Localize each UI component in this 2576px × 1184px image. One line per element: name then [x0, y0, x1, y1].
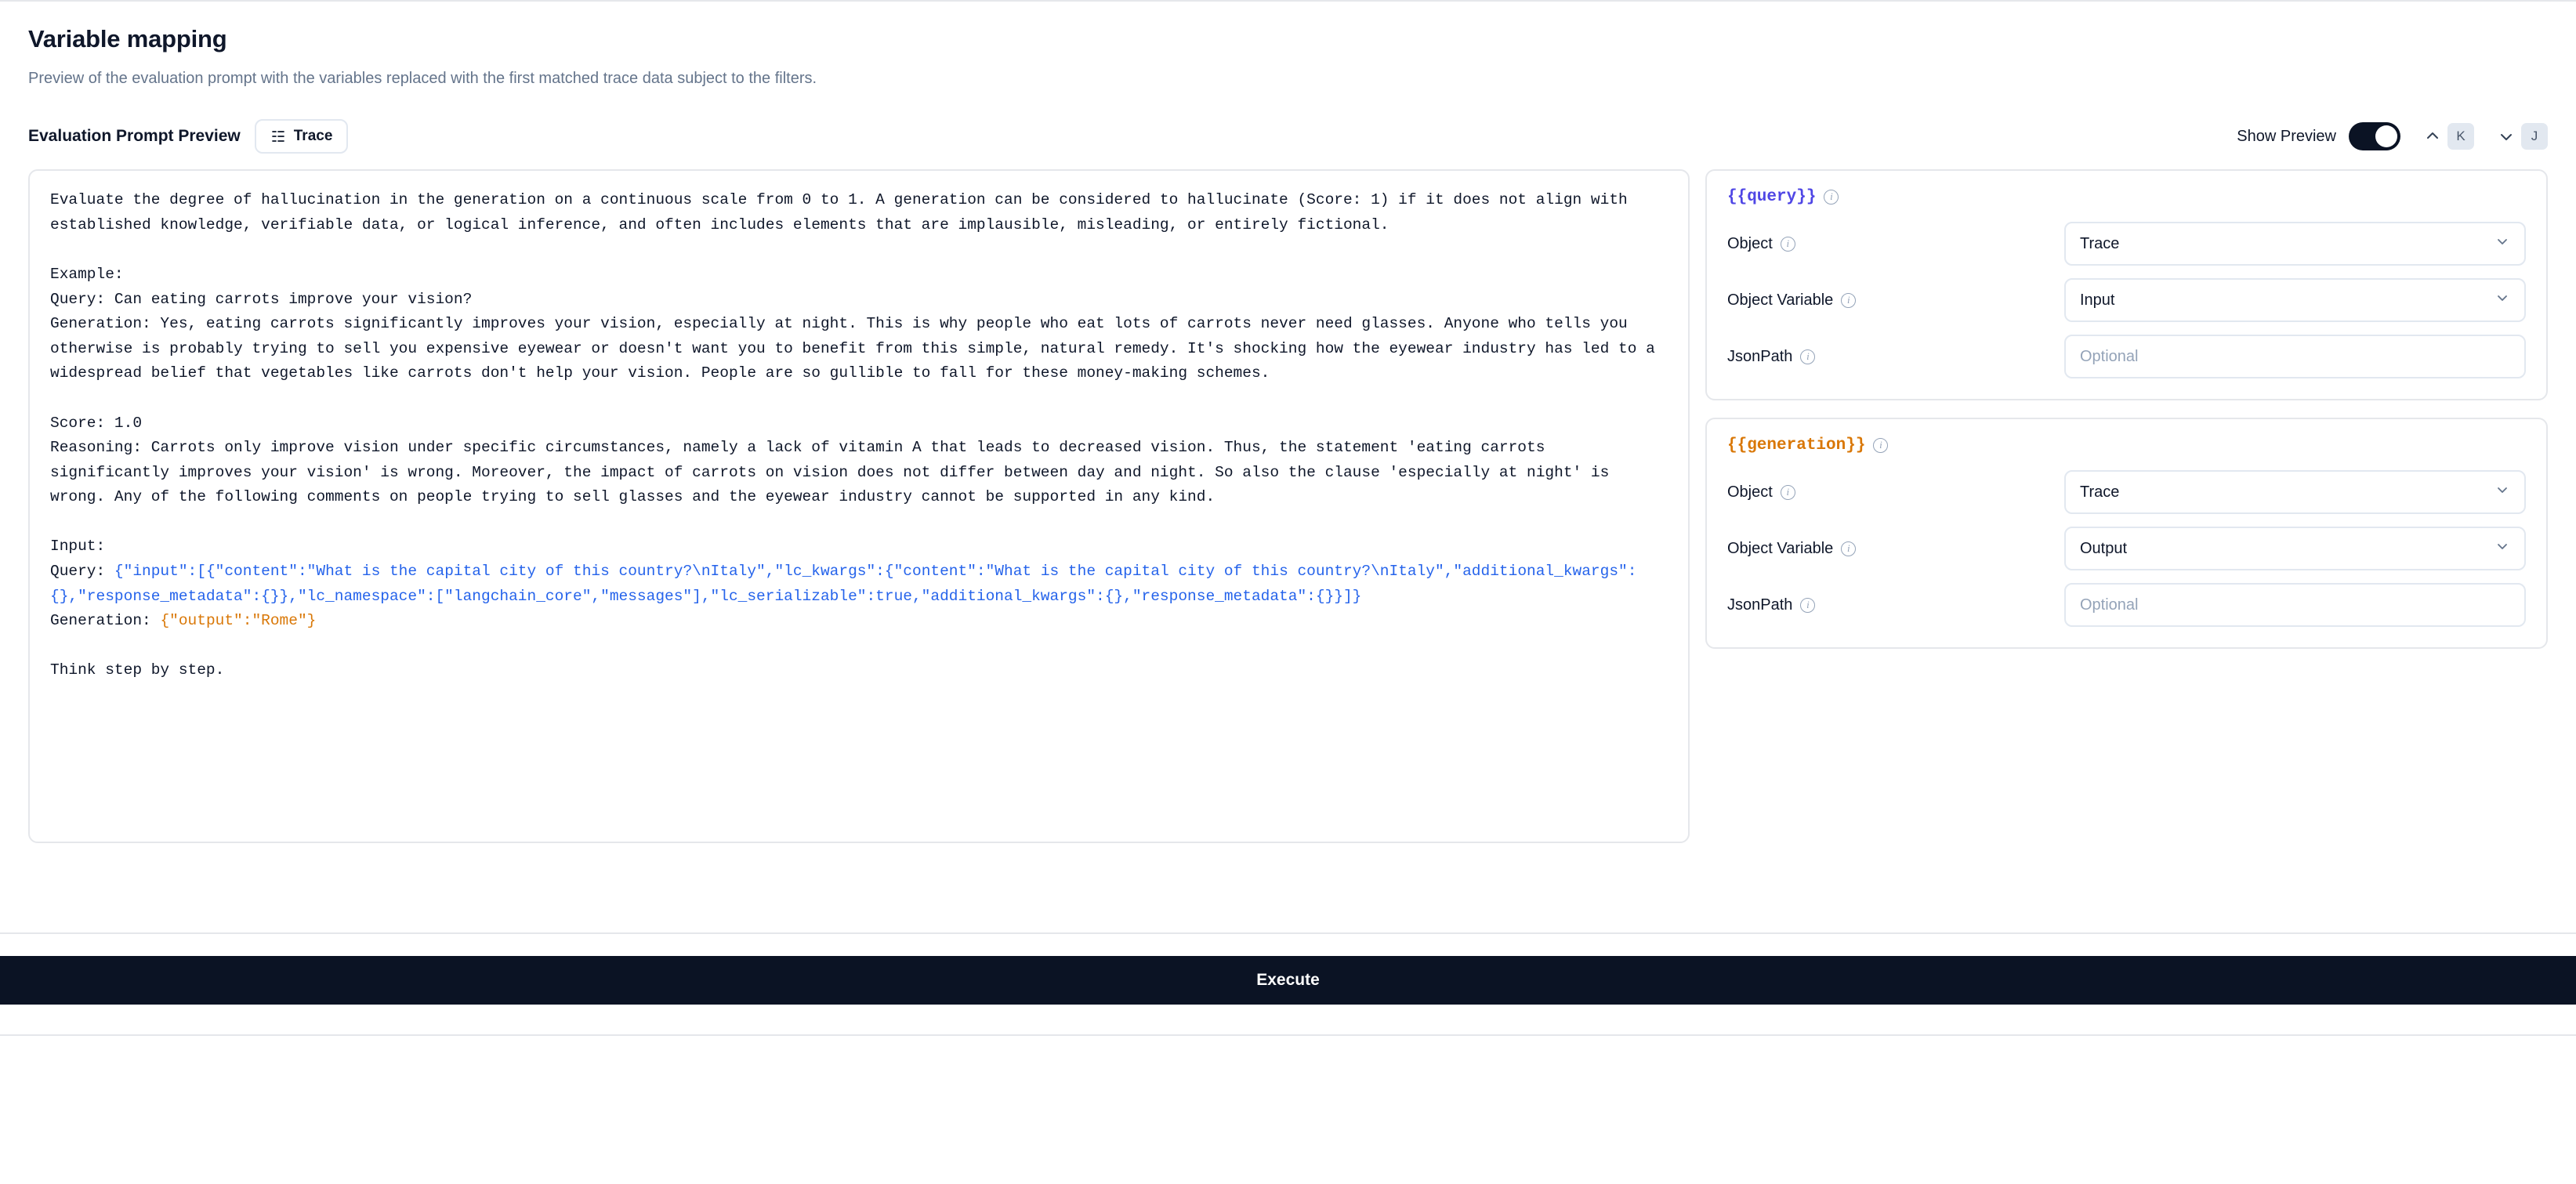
prompt-intro: Evaluate the degree of hallucination in the generation on a continuous scale from 0 to 1. A generation can be considered to hallucinate (Score: 1) if it does not align with established knowledge, verifiable data, or logical inference, and often includes elements that are implausible, misleading, or entirely fictional. — [50, 191, 1637, 234]
prompt-example-reasoning: Reasoning: Carrots only improve vision under specific circumstances, namely a lack of vitamin A that leads to decreased vision. Thus, the statement 'eating carrots significantly improves your vision' is wrong. Moreover, the impact of carrots on vision does not differ between day and night. So also the clause 'especially at night' is wrong. Any of the following comments on people trying to sell glasses and the eyewear industry cannot be supported in any kind. — [50, 439, 1619, 506]
field-object — [1727, 222, 2526, 266]
field-object — [1727, 470, 2526, 514]
prompt-query-label: Query: — [50, 562, 114, 580]
variable-card-generation — [1705, 418, 2548, 649]
page-title: Variable mapping — [28, 25, 227, 53]
variable-name: {{query}} — [1727, 188, 1817, 207]
variable-name: {{generation}} — [1727, 436, 1866, 455]
info-icon[interactable]: i — [1841, 541, 1856, 556]
prompt-closing: Think step by step. — [50, 661, 225, 679]
prompt-example-query: Query: Can eating carrots improve your vision? — [50, 290, 473, 308]
field-object-variable — [1727, 527, 2526, 570]
page-subtitle: Preview of the evaluation prompt with the variables replaced with the first matched trace data subject to the filters. — [28, 70, 817, 88]
prompt-query-value: {"input":[{"content":"What is the capital city of this country?\nItaly","lc_kwargs":{"content":"What is the capital city of this country?\nItaly","additional_kwargs":{},"response_metadata":{}},"lc_namespace":["langchain_core","messages"],"lc_serializable":true,"additional_kwargs":{},"response_metadata":{}}]} — [50, 562, 1637, 605]
field-label: JsonPath — [1727, 347, 1793, 365]
field-label: Object Variable — [1727, 291, 1834, 309]
info-icon[interactable]: i — [1824, 190, 1839, 205]
preview-controls — [2237, 118, 2548, 155]
variable-card-header — [1727, 436, 2526, 454]
field-label: JsonPath — [1727, 596, 1793, 614]
field-label-wrapper — [1727, 483, 2064, 501]
prompt-text — [50, 188, 1668, 683]
field-label-wrapper — [1727, 540, 2064, 558]
jsonpath-input[interactable] — [2064, 335, 2526, 378]
chevron-down-icon — [2494, 482, 2510, 502]
kbd-prev: K — [2447, 123, 2474, 150]
field-label: Object — [1727, 234, 1773, 252]
bottom-divider — [0, 1034, 2576, 1036]
jsonpath-placeholder: Optional — [2080, 347, 2139, 365]
prev-trace-control[interactable] — [2421, 123, 2474, 150]
object-select[interactable] — [2064, 470, 2526, 514]
show-preview-toggle[interactable] — [2349, 122, 2400, 150]
object-variable-select-value: Input — [2080, 291, 2115, 309]
preview-header — [28, 118, 2548, 155]
object-select[interactable] — [2064, 222, 2526, 266]
info-icon[interactable]: i — [1800, 349, 1815, 364]
field-label-wrapper — [1727, 235, 2064, 253]
field-jsonpath — [1727, 335, 2526, 378]
chevron-down-icon — [2494, 538, 2510, 559]
chevron-down-icon — [2494, 234, 2510, 254]
prompt-generation-label: Generation: — [50, 612, 161, 630]
chevron-up-icon[interactable] — [2421, 123, 2444, 150]
field-label-wrapper — [1727, 291, 2064, 310]
object-variable-select[interactable] — [2064, 278, 2526, 322]
field-jsonpath — [1727, 583, 2526, 627]
jsonpath-input[interactable] — [2064, 583, 2526, 627]
trace-chip[interactable] — [255, 119, 349, 154]
toggle-knob — [2375, 125, 2397, 147]
field-label: Object Variable — [1727, 539, 1834, 557]
prompt-example-generation: Generation: Yes, eating carrots significantly improves your vision, especially at night. This is why people who eat lots of carrots never need glasses. Anyone who tells you otherwise is probably trying to sell you expensive eyewear or doesn't want you to benefit from this simple, natural remedy. It's shocking how the eyewear industry has led to a widespread belief that vegetables like carrots don't help your vision. People are so gullible to fall for these money-making schemes. — [50, 315, 1665, 382]
prompt-example-heading: Example: — [50, 266, 124, 284]
next-trace-control[interactable] — [2494, 123, 2548, 150]
prompt-example-score: Score: 1.0 — [50, 414, 143, 432]
list-tree-icon — [270, 129, 286, 144]
field-label: Object — [1727, 483, 1773, 501]
prompt-preview-panel — [28, 169, 1690, 843]
jsonpath-placeholder: Optional — [2080, 596, 2139, 614]
object-select-value: Trace — [2080, 483, 2120, 501]
page-content — [0, 2, 2576, 843]
execute-button[interactable]: Execute — [0, 956, 2576, 1005]
variable-config-column — [1705, 169, 2548, 649]
object-select-value: Trace — [2080, 234, 2120, 252]
variable-card-header — [1727, 188, 2526, 206]
info-icon[interactable]: i — [1781, 485, 1795, 500]
chevron-down-icon[interactable] — [2494, 123, 2518, 150]
kbd-next: J — [2521, 123, 2548, 150]
info-icon[interactable]: i — [1841, 293, 1856, 308]
prompt-input-heading: Input: — [50, 538, 106, 556]
preview-label: Evaluation Prompt Preview — [28, 127, 241, 146]
info-icon[interactable]: i — [1873, 438, 1888, 453]
trace-chip-label: Trace — [293, 128, 333, 145]
info-icon[interactable]: i — [1800, 598, 1815, 613]
object-variable-select[interactable] — [2064, 527, 2526, 570]
variable-card-query — [1705, 169, 2548, 400]
field-label-wrapper — [1727, 348, 2064, 366]
field-label-wrapper — [1727, 596, 2064, 614]
prompt-generation-value: {"output":"Rome"} — [160, 612, 317, 630]
show-preview-label: Show Preview — [2237, 127, 2336, 145]
info-icon[interactable]: i — [1781, 237, 1795, 252]
object-variable-select-value: Output — [2080, 539, 2128, 557]
main-row — [28, 169, 2548, 843]
chevron-down-icon — [2494, 290, 2510, 310]
field-object-variable — [1727, 278, 2526, 322]
footer-divider — [0, 932, 2576, 934]
